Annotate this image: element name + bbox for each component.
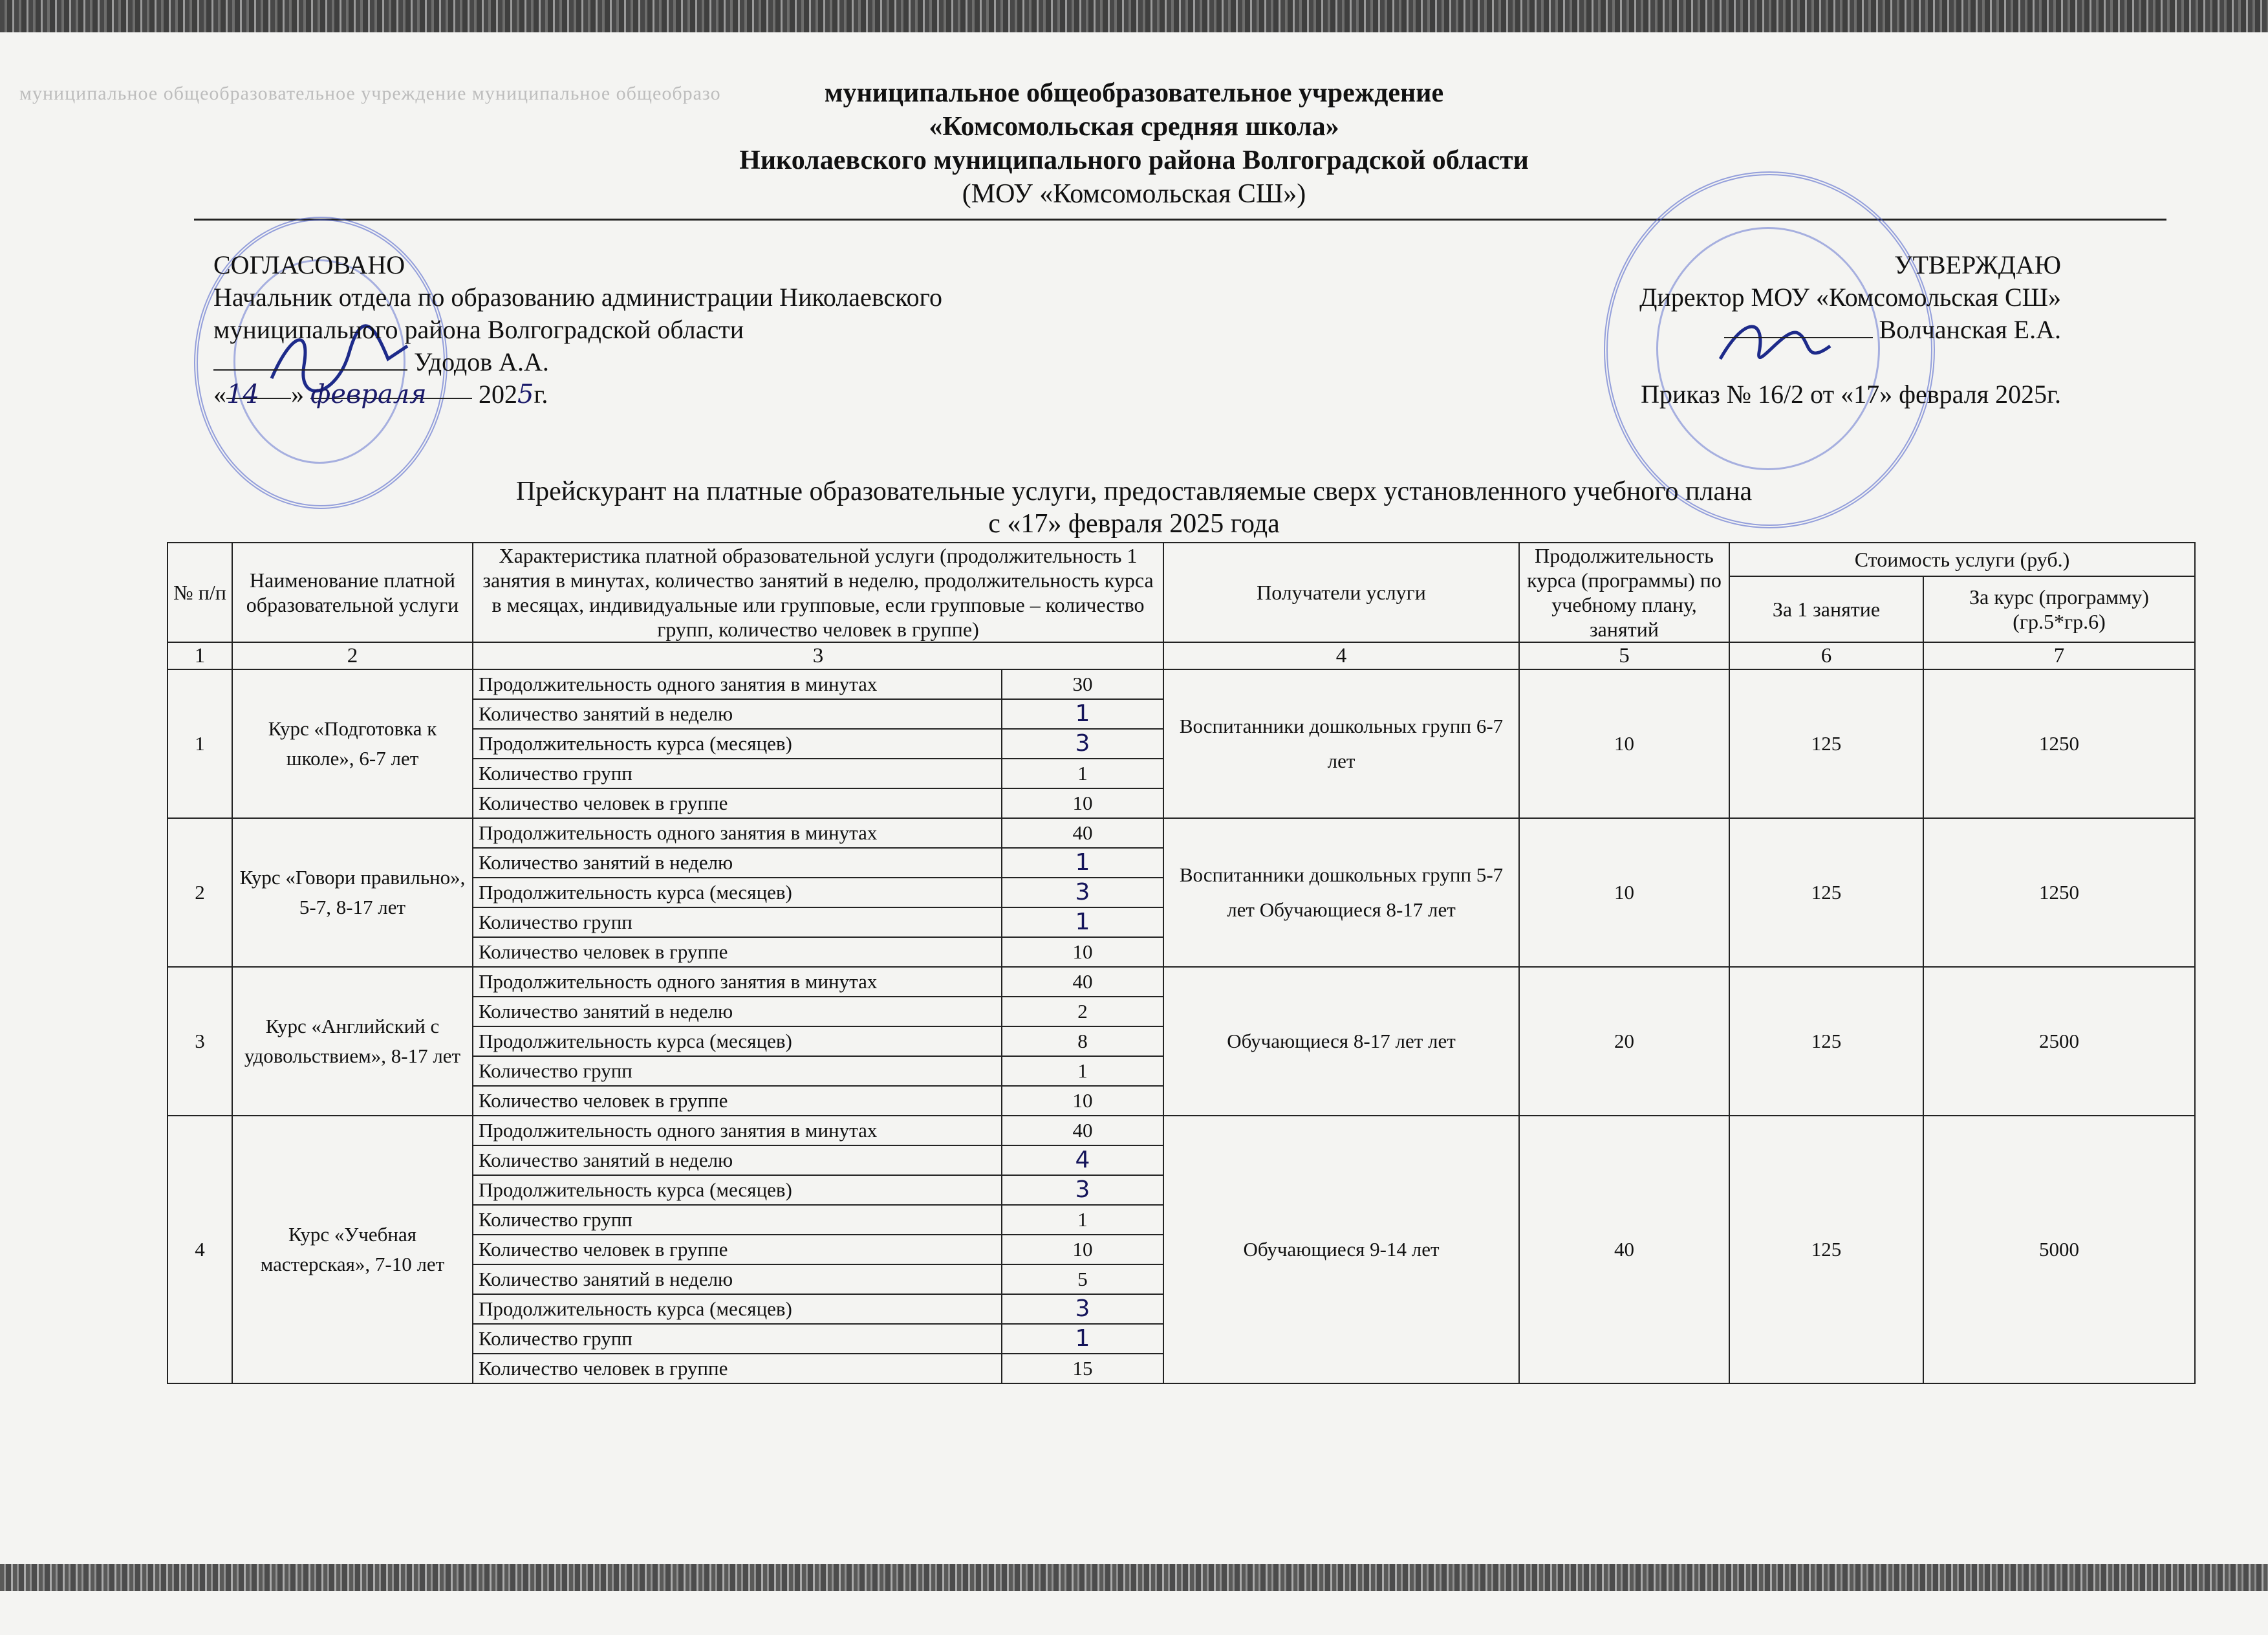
price-per-course: 2500 [1923,967,2195,1116]
param-value: 40 [1002,818,1163,848]
course-duration: 10 [1519,818,1729,967]
scan-edge-top [0,0,2268,32]
price-per-course: 1250 [1923,818,2195,967]
agreed-name: Удодов А.А. [414,347,549,376]
param-value: 10 [1002,1086,1163,1116]
table-row [167,669,2195,699]
service-name: Курс «Учебная мастерская», 7-10 лет [232,1116,473,1383]
recipients: Воспитанники дошкольных групп 6-7 лет [1163,669,1519,818]
param-label: Продолжительность курса (месяцев) [473,1175,1002,1205]
recipients: Воспитанники дошкольных групп 5-7 лет Обучающиеся 8-17 лет [1163,818,1519,967]
price-table [167,542,2196,1384]
header-per-lesson: За 1 занятие [1729,576,1923,642]
header-duration: Продолжительность курса (программы) по учебному плану, занятий [1519,543,1729,642]
param-label: Количество занятий в неделю [473,997,1002,1026]
title-line-1: Прейскурант на платные образовательные услуги, предоставляемые сверх установленного учебного плана [515,477,1753,506]
service-name: Курс «Подготовка к школе», 6-7 лет [232,669,473,818]
param-value: 15 [1002,1354,1163,1383]
param-label: Количество человек в группе [473,1235,1002,1264]
course-duration: 10 [1519,669,1729,818]
header-line-4: (МОУ «Комсомольская СШ») [962,179,1306,209]
row-number: 4 [167,1116,232,1383]
param-value: 3 [1002,729,1163,759]
agreed-year-digit: 5 [517,380,534,409]
param-label: Продолжительность одного занятия в минутах [473,1116,1002,1145]
param-label: Продолжительность одного занятия в минутах [473,669,1002,699]
param-value: 2 [1002,997,1163,1026]
param-label: Количество человек в группе [473,1354,1002,1383]
param-value: 5 [1002,1264,1163,1294]
param-label: Продолжительность курса (месяцев) [473,1026,1002,1056]
recipients: Обучающиеся 9-14 лет [1163,1116,1519,1383]
recipients: Обучающиеся 8-17 лет лет [1163,967,1519,1116]
param-label: Количество групп [473,907,1002,937]
param-value: 10 [1002,1235,1163,1264]
bleed-through-text: муниципальное общеобразовательное учреждение муниципальное общеобразо [19,83,721,104]
param-value: 40 [1002,967,1163,997]
param-value: 1 [1002,759,1163,788]
agreed-month: февраля [310,380,427,409]
param-label: Количество групп [473,1324,1002,1354]
param-label: Количество человек в группе [473,937,1002,967]
scan-edge-bottom [0,1564,2268,1591]
param-value: 1 [1002,699,1163,729]
param-label: Количество занятий в неделю [473,699,1002,729]
param-value: 1 [1002,1056,1163,1086]
title-line-2: с «17» февраля 2025 года [988,509,1280,539]
institution-header [0,76,2268,211]
document-title [0,475,2268,540]
param-value: 40 [1002,1116,1163,1145]
param-label: Количество занятий в неделю [473,1264,1002,1294]
param-label: Продолжительность курса (месяцев) [473,878,1002,907]
price-per-lesson: 125 [1729,669,1923,818]
agreed-position-2: муниципального района Волгоградской области [213,315,744,344]
agreed-position: Начальник отдела по образованию администрации Николаевского [213,283,943,312]
param-value: 4 [1002,1145,1163,1175]
row-number: 1 [167,669,232,818]
course-duration: 20 [1519,967,1729,1116]
agreed-date: «14 » февраля 2025г. [213,380,548,409]
header-characteristic: Характеристика платной образовательной услуги (продолжительность 1 занятия в минутах, количество занятий в неделю, продолжительность курса в месяцах, индивидуальные или групповые, если групповые – количество групп, количество человек в группе) [473,543,1163,642]
agreed-signature-row [213,346,942,378]
table-header-row [167,543,2195,576]
approved-order: Приказ № 16/2 от «17» февраля 2025г. [1641,380,2061,409]
approved-block [1639,249,2061,411]
param-label: Количество занятий в неделю [473,1145,1002,1175]
row-number: 3 [167,967,232,1116]
param-value: 1 [1002,1324,1163,1354]
header-name: Наименование платной образовательной услуги [232,543,473,642]
header-num: № п/п [167,543,232,642]
column-number-row: 1 2 3 4 5 6 7 [167,642,2195,669]
param-label: Количество занятий в неделю [473,848,1002,878]
param-value: 10 [1002,937,1163,967]
signature-line [213,350,407,371]
agreed-day: 14 [226,380,259,409]
param-value: 1 [1002,848,1163,878]
param-label: Количество человек в группе [473,788,1002,818]
course-duration: 40 [1519,1116,1729,1383]
param-label: Количество групп [473,1056,1002,1086]
param-value: 30 [1002,669,1163,699]
price-per-lesson: 125 [1729,967,1923,1116]
table-row [167,818,2195,848]
agreed-label: СОГЛАСОВАНО [213,250,405,279]
param-value: 3 [1002,878,1163,907]
service-name: Курс «Английский с удовольствием», 8-17 лет [232,967,473,1116]
param-label: Продолжительность курса (месяцев) [473,729,1002,759]
signature-line [1724,318,1873,338]
param-label: Количество человек в группе [473,1086,1002,1116]
param-value: 1 [1002,907,1163,937]
row-number: 2 [167,818,232,967]
table-row [167,967,2195,997]
price-per-course: 1250 [1923,669,2195,818]
header-line-2: «Комсомольская средняя школа» [929,112,1339,142]
approved-position: Директор МОУ «Комсомольская СШ» [1639,283,2061,312]
service-name: Курс «Говори правильно», 5-7, 8-17 лет [232,818,473,967]
price-per-lesson: 125 [1729,1116,1923,1383]
approved-name: Волчанская Е.А. [1879,315,2061,344]
header-recipients: Получатели услуги [1163,543,1519,642]
approved-signature-row [1639,314,2061,346]
param-value: 1 [1002,1205,1163,1235]
header-per-course: За курс (программу) (гр.5*гр.6) [1923,576,2195,642]
param-label: Продолжительность курса (месяцев) [473,1294,1002,1324]
agreed-block [213,249,942,411]
param-value: 8 [1002,1026,1163,1056]
param-value: 10 [1002,788,1163,818]
header-line-1: муниципальное общеобразовательное учреждение [824,78,1444,108]
param-label: Количество групп [473,1205,1002,1235]
price-per-course: 5000 [1923,1116,2195,1383]
param-value: 3 [1002,1294,1163,1324]
approved-label: УТВЕРЖДАЮ [1894,250,2061,279]
header-cost: Стоимость услуги (руб.) [1729,543,2195,576]
header-line-3: Николаевского муниципального района Волгоградской области [739,146,1529,175]
param-label: Количество групп [473,759,1002,788]
table-row [167,1116,2195,1145]
param-value: 3 [1002,1175,1163,1205]
param-label: Продолжительность одного занятия в минутах [473,967,1002,997]
param-label: Продолжительность одного занятия в минутах [473,818,1002,848]
price-per-lesson: 125 [1729,818,1923,967]
